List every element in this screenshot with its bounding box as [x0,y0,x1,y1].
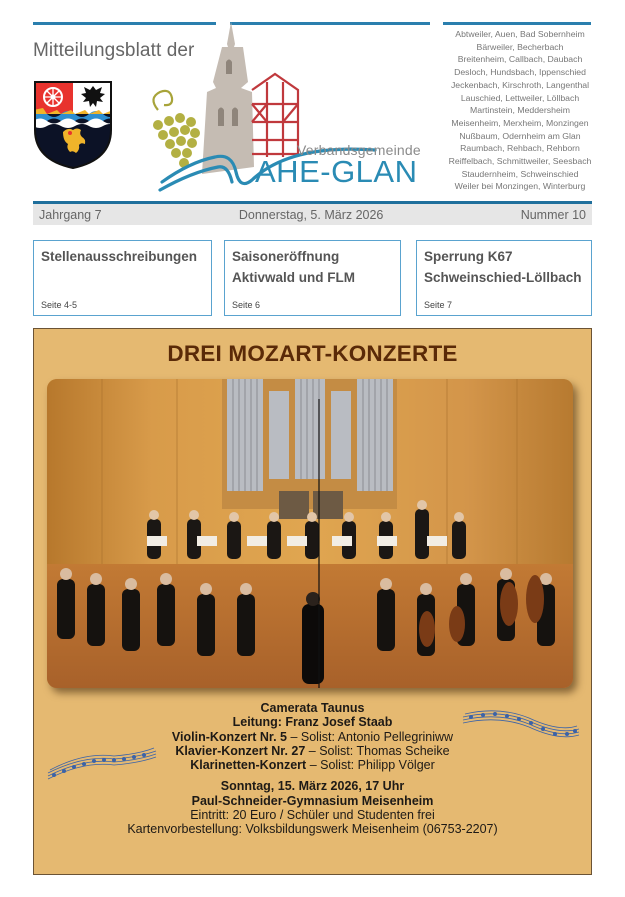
teaser-page-ref: Seite 6 [232,300,261,310]
municipality-line: Nußbaum, Odernheim am Glan [459,130,581,141]
concert-datetime: Sonntag, 15. März 2026, 17 Uhr [220,779,405,794]
soloist: – Solist: Antonio Pellegriniww [287,729,454,744]
teaser-title-line2: Aktivwald und FLM [232,270,355,285]
municipality-line: Reiffelbach, Schmittweiler, Seesbach [448,156,592,167]
ensemble-name: Camerata Taunus [260,701,365,715]
concert-announcement [33,328,592,875]
teaser-saisoneroeffnung[interactable] [224,240,401,316]
teaser-page-ref: Seite 4-5 [41,300,78,310]
program-line [34,758,591,772]
orchestra-photo-illustration [47,379,573,688]
conductor-line: Leitung: Franz Josef Staab [232,715,393,730]
municipality-line: Staudernheim, Schweinschied [461,168,579,179]
concert-details [34,701,591,837]
concert-venue: Paul-Schneider-Gymnasium Meisenheim [191,793,434,808]
issue-number: Nummer 10 [520,207,586,222]
teaser-title-line1: Saisoneröffnung [232,249,340,264]
grapes-icon [153,91,200,168]
teaser-sperrung-k67[interactable] [416,240,592,316]
municipality-line: Weiler bei Monzingen, Winterburg [454,181,586,192]
municipality-line: Desloch, Hundsbach, Ippenschied [454,67,586,78]
piece-name: Violin-Konzert Nr. 5 [171,729,287,744]
piece-name: Klarinetten-Konzert [190,758,307,773]
program-line [34,744,591,758]
coat-of-arms-icon [33,80,113,170]
municipality-line: Breitenheim, Callbach, Daubach [457,54,583,65]
spacer [34,772,591,779]
teaser-title-line2: Schweinschied-Löllbach [424,270,582,285]
soloist: – Solist: Philipp Völger [306,758,435,773]
header-rule-right [443,22,591,25]
church-tower-icon [202,22,254,174]
program-line [34,730,591,744]
municipality-list [440,28,600,193]
masthead-title: Mitteilungsblatt der [33,40,195,61]
admission-info: Eintritt: 20 Euro / Schüler und Studenten frei [190,808,435,823]
volume-label: Jahrgang 7 [39,207,102,222]
logo-title: AHE-GLAN [255,154,418,189]
concert-title: DREI MOZART-KONZERTE [167,341,458,366]
teaser-stellenausschreibungen[interactable] [33,240,212,316]
municipality-line: Bärweiler, Becherbach [476,41,564,52]
municipality-line: Martinstein, Meddersheim [470,105,570,116]
municipality-line: Meisenheim, Merxheim, Monzingen [451,117,589,128]
half-timbered-house-icon [252,74,298,157]
soloist: – Solist: Thomas Scheike [305,743,450,758]
piece-name: Klavier-Konzert Nr. 27 [175,743,306,758]
municipality-line: Jeckenbach, Kirschroth, Langenthal [450,79,590,90]
orchestra-photo [47,379,573,688]
issue-date: Donnerstag, 5. März 2026 [238,207,384,222]
municipality-line: Abtweiler, Auen, Bad Sobernheim [455,29,585,39]
teaser-title-line1: Stellenausschreibungen [41,249,198,264]
issue-info-bar [33,204,592,225]
municipality-line: Raumbach, Rehbach, Rehborn [460,143,580,154]
logo-subtitle: Verbandsgemeinde [297,142,421,158]
teaser-title-line1: Sperrung K67 [424,249,513,264]
municipality-line: Lauschied, Lettweiler, Löllbach [460,92,580,103]
teaser-page-ref: Seite 7 [424,300,453,310]
presale-info: Kartenvorbestellung: Volksbildungswerk Meisenheim (06753-2207) [127,822,498,837]
